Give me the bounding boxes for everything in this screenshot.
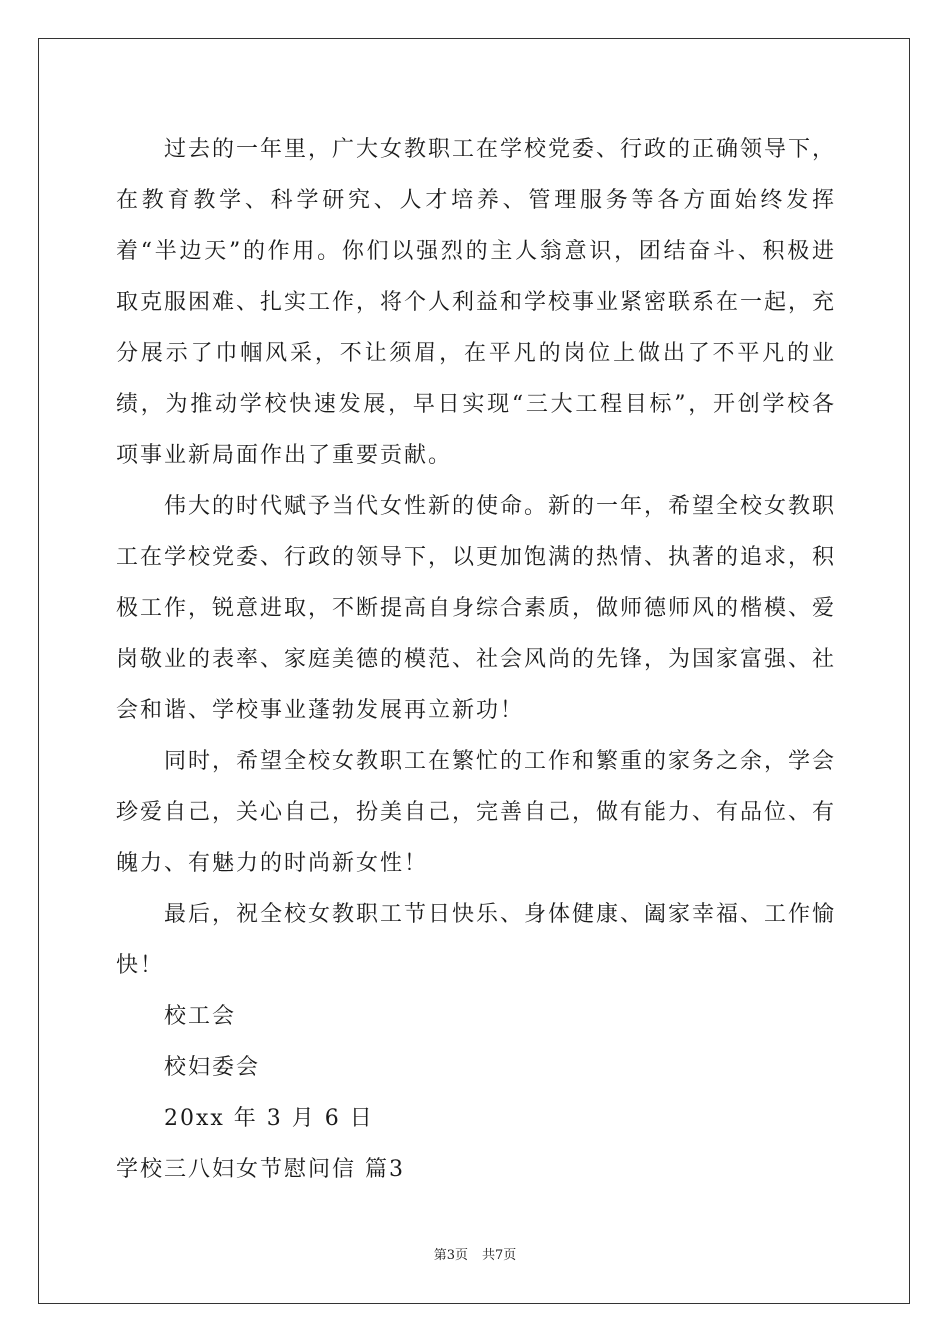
page-number: 第3页 [433,1248,468,1263]
signature-org-2: 校妇委会 [164,1055,261,1080]
paragraph-4: 最后，祝全校女教职工节日快乐、身体健康、阖家幸福、工作愉快！ [116,902,837,978]
page-footer [0,1244,950,1263]
paragraph-3: 同时，希望全校女教职工在繁忙的工作和繁重的家务之余，学会珍爱自己，关心自己，扮美自己，完善自己，做有能力、有品位、有魄力、有魅力的时尚新女性！ [116,749,837,876]
next-section-title: 学校三八妇女节慰问信 篇3 [116,1157,405,1182]
paragraph-1: 过去的一年里，广大女教职工在学校党委、行政的正确领导下，在教育教学、科学研究、人才培养、管理服务等各方面始终发挥着“半边天”的作用。你们以强烈的主人翁意识，团结奋斗、积极进取克服困难、扎实工作，将个人利益和学校事业紧密联系在一起，充分展示了巾帼风采，不让须眉，在平凡的岗位上做出了不平凡的业绩，为推动学校快速发展，早日实现“三大工程目标”，开创学校各项事业新局面作出了重要贡献。 [116,137,837,468]
signature-org-1: 校工会 [164,1004,237,1029]
page-total: 共7页 [482,1248,517,1263]
paragraph-2: 伟大的时代赋予当代女性新的使命。新的一年，希望全校女教职工在学校党委、行政的领导下，以更加饱满的热情、执著的追求，积极工作，锐意进取，不断提高自身综合素质，做师德师风的楷模、爱岗敬业的表率、家庭美德的模范、社会风尚的先锋，为国家富强、社会和谐、学校事业蓬勃发展再立新功！ [116,494,837,723]
letter-body [116,124,836,1195]
signature-date: 20xx 年 3 月 6 日 [164,1106,374,1131]
